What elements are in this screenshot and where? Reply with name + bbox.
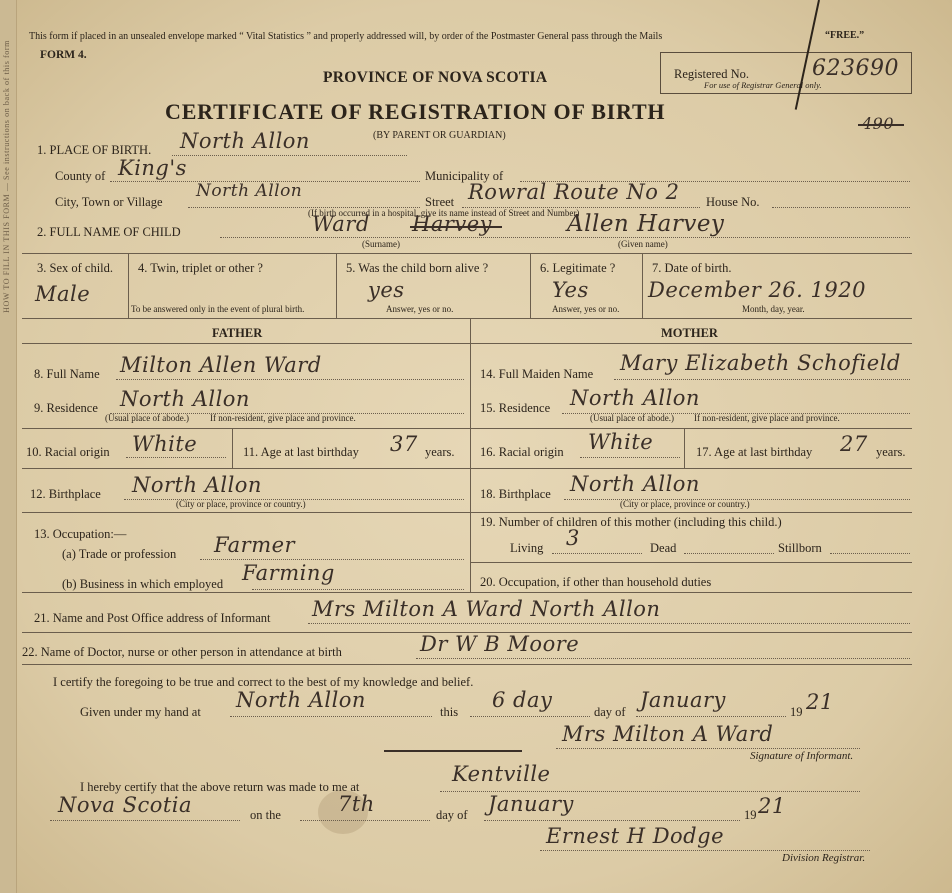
dead-label: Dead <box>650 541 677 555</box>
divider-rule <box>384 750 522 752</box>
child-surname-struck: Harvey <box>412 212 493 236</box>
father-heading: FATHER <box>212 326 263 340</box>
surname-caption: (Surname) <box>362 239 400 249</box>
child-given-name: Allen Harvey <box>567 211 725 237</box>
mother-race: White <box>588 430 654 454</box>
date-value: December 26. 1920 <box>648 278 866 302</box>
street-label: Street <box>425 195 455 209</box>
registrar-caption: Division Registrar. <box>782 852 866 864</box>
date-label: 7. Date of birth. <box>652 261 732 275</box>
child-name-label: 2. FULL NAME OF CHILD <box>37 225 181 239</box>
twin-label: 4. Twin, triplet or other ? <box>138 261 263 275</box>
mother-age: 27 <box>840 432 868 456</box>
living-label: Living <box>510 541 544 555</box>
father-residence-label: 9. Residence <box>34 401 98 415</box>
registered-label: Registered No. <box>674 67 749 81</box>
mail-notice: This form if placed in an unsealed envelope marked “ Vital Statistics ” and properly addressed will, by order of the Postmaster General pass through the Mails <box>29 31 663 42</box>
registrar-place: Kentville <box>452 762 551 786</box>
mother-heading: MOTHER <box>661 326 718 340</box>
place-of-birth-label: 1. PLACE OF BIRTH. <box>37 143 152 157</box>
mother-bp-note: (City or place, province or country.) <box>620 499 750 509</box>
registrar-signature: Ernest H Dodge <box>546 824 724 848</box>
father-name-label: 8. Full Name <box>34 367 100 381</box>
business-label: (b) Business in which employed <box>62 577 224 591</box>
living-value: 3 <box>566 526 580 550</box>
mother-birthplace: North Allon <box>570 472 700 496</box>
father-birthplace-label: 12. Birthplace <box>30 487 101 501</box>
mother-years: years. <box>876 445 906 459</box>
father-bp-note: (City or place, province or country.) <box>176 499 306 509</box>
city-value: North Allon <box>196 181 303 201</box>
mother-name-label: 14. Full Maiden Name <box>480 367 594 381</box>
informant-signature: Mrs Milton A Ward <box>562 722 774 746</box>
legit-label: 6. Legitimate ? <box>540 261 616 275</box>
legit-value: Yes <box>552 278 589 302</box>
mother-age-label: 17. Age at last birthday <box>696 445 813 459</box>
mother-name: Mary Elizabeth Schofield <box>620 351 901 375</box>
form-number: FORM 4. <box>40 49 87 61</box>
page-subtitle: (BY PARENT OR GUARDIAN) <box>373 130 506 141</box>
father-race: White <box>132 432 198 456</box>
given-caption: (Given name) <box>618 239 668 249</box>
doctor-value: Dr W B Moore <box>420 632 580 656</box>
margin-mark: 490 <box>862 114 895 133</box>
registrar-month: January <box>488 792 574 816</box>
informant-value: Mrs Milton A Ward North Allon <box>312 597 661 621</box>
registrar-year: 21 <box>758 794 786 818</box>
date-caption: Month, day, year. <box>742 304 805 314</box>
certify-year: 21 <box>806 690 834 714</box>
mother-race-label: 16. Racial origin <box>480 445 564 459</box>
mother-birthplace-label: 18. Birthplace <box>480 487 551 501</box>
mother-res-note: (Usual place of abode.) <box>590 413 674 423</box>
certify-text: I certify the foregoing to be true and correct to the best of my knowledge and belief. <box>53 675 474 689</box>
mother-residence-label: 15. Residence <box>480 401 551 415</box>
certify-day-of: day of <box>594 705 626 719</box>
province-heading: PROVINCE OF NOVA SCOTIA <box>323 69 548 86</box>
trade-label: (a) Trade or profession <box>62 547 177 561</box>
father-race-label: 10. Racial origin <box>26 445 110 459</box>
left-margin-strip <box>0 0 17 893</box>
certify-year-prefix: 19 <box>790 705 803 719</box>
mother-occupation-label: 20. Occupation, if other than household duties <box>480 575 712 589</box>
doctor-label: 22. Name of Doctor, nurse or other person in attendance at birth <box>22 645 342 659</box>
registered-number: 623690 <box>812 56 899 81</box>
house-label: House No. <box>706 195 760 209</box>
alive-label: 5. Was the child born alive ? <box>346 261 489 275</box>
registrar-day: 7th <box>338 792 375 816</box>
father-years: years. <box>425 445 455 459</box>
father-residence: North Allon <box>120 387 250 411</box>
municipality-label: Municipality of <box>425 169 504 183</box>
business-value: Farming <box>242 561 335 585</box>
father-age-label: 11. Age at last birthday <box>243 445 359 459</box>
occupation-label: 13. Occupation:— <box>34 527 127 541</box>
twin-note: To be answered only in the event of plural birth. <box>131 304 305 314</box>
mother-res-note2: If non-resident, give place and province. <box>694 413 840 423</box>
children-label: 19. Number of children of this mother (including this child.) <box>480 515 782 529</box>
city-label: City, Town or Village <box>55 195 163 209</box>
legit-yesno: Answer, yes or no. <box>552 304 620 314</box>
page-title: CERTIFICATE OF REGISTRATION OF BIRTH <box>165 99 666 124</box>
father-name: Milton Allen Ward <box>120 353 322 377</box>
free-label: “FREE.” <box>825 30 865 41</box>
place-of-birth-value: North Allon <box>180 129 310 153</box>
father-res-note: (Usual place of abode.) <box>105 413 189 423</box>
mother-residence: North Allon <box>570 386 700 410</box>
registrar-use-note: For use of Registrar General only. <box>704 80 822 90</box>
given-place: North Allon <box>236 688 366 712</box>
margin-mark-strike <box>858 124 904 126</box>
trade-value: Farmer <box>214 533 296 557</box>
this-label: this <box>440 705 459 719</box>
hospital-note: (If birth occurred in a hospital, give its name instead of Street and Number) <box>308 208 580 218</box>
county-label: County of <box>55 169 106 183</box>
registrar-on-the: on the <box>250 808 281 822</box>
registrar-text: I hereby certify that the above return was made to me at <box>80 780 360 794</box>
father-age: 37 <box>390 432 418 456</box>
county-value: King's <box>118 156 187 180</box>
left-strip-text: HOW TO FILL IN THIS FORM — See instructions on back of this form <box>2 40 11 313</box>
registrar-year-prefix: 19 <box>744 808 757 822</box>
alive-value: yes <box>368 278 405 302</box>
registrar-province: Nova Scotia <box>58 793 193 817</box>
certify-day: 6 day <box>492 688 553 712</box>
certify-month: January <box>640 688 726 712</box>
stillborn-label: Stillborn <box>778 541 822 555</box>
street-value: Rowral Route No 2 <box>468 180 680 204</box>
given-label: Given under my hand at <box>80 705 201 719</box>
sex-label: 3. Sex of child. <box>37 261 114 275</box>
registrar-day-of: day of <box>436 808 468 822</box>
sex-value: Male <box>35 282 91 306</box>
alive-yesno: Answer, yes or no. <box>386 304 454 314</box>
informant-label: 21. Name and Post Office address of Informant <box>34 611 271 625</box>
surname-strikethrough <box>410 226 502 228</box>
signature-caption: Signature of Informant. <box>750 750 854 762</box>
child-surname: Ward <box>312 212 370 236</box>
father-birthplace: North Allon <box>132 473 262 497</box>
father-res-note2: If non-resident, give place and province. <box>210 413 356 423</box>
